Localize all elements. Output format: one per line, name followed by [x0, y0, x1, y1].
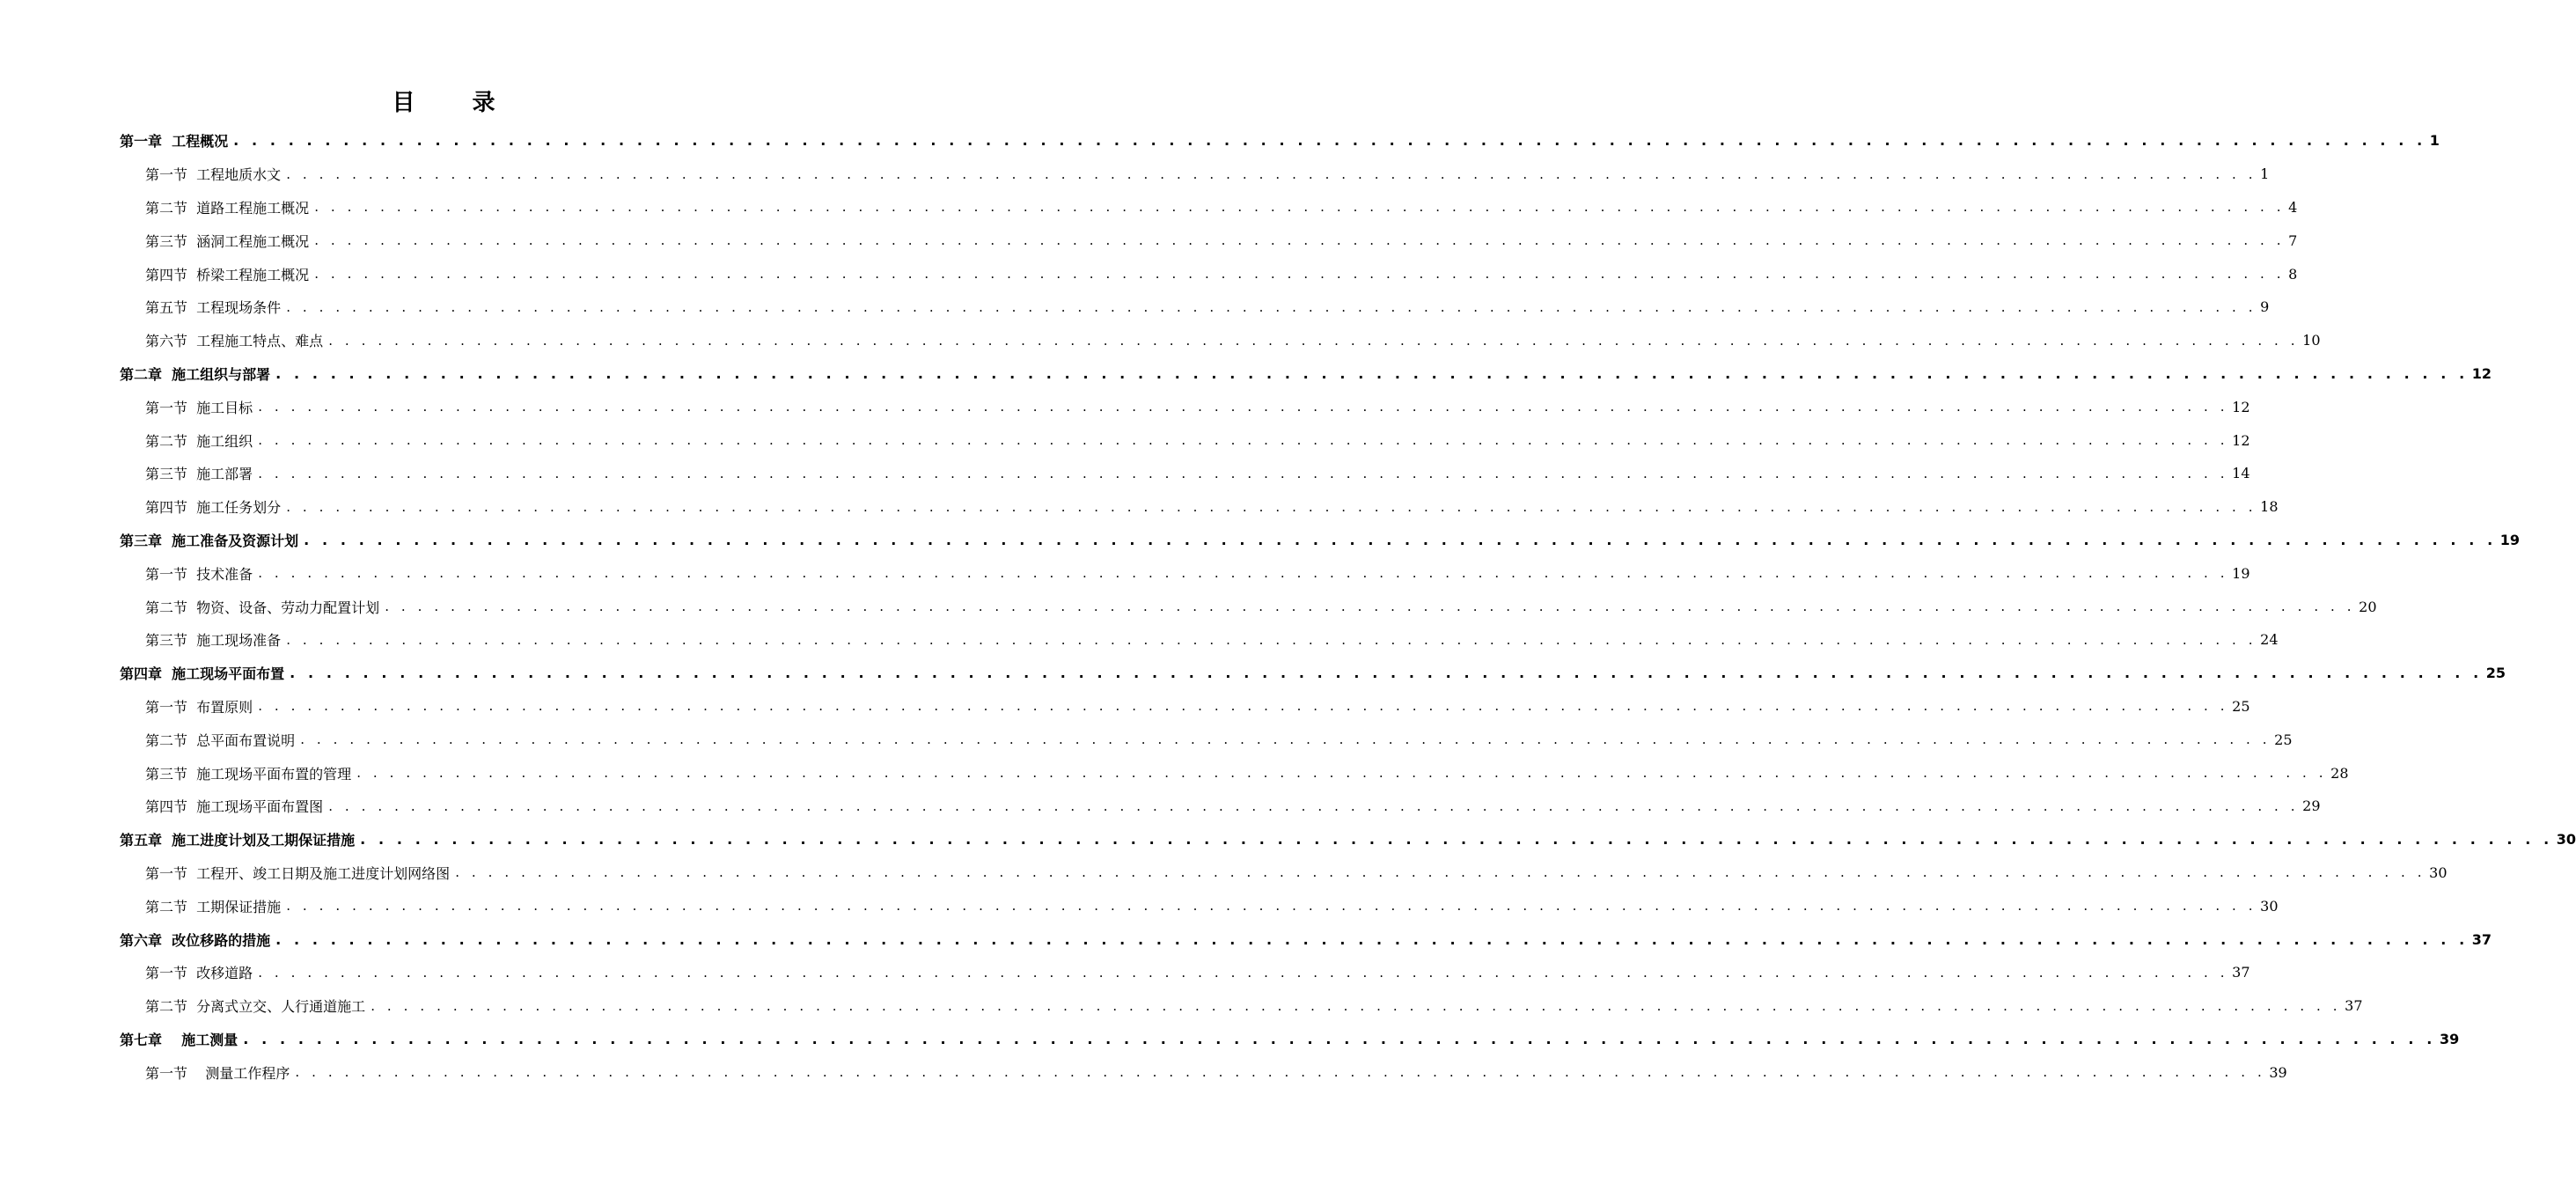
toc-leader-dots: . . . . . . . . . . . . . . . . . . . . . . . . . . . . . . . . . . . . . . . . . . . . . . . . . . . . . . . . . . . . . . . . . . . . . . . . . . . . . . . . . . . . . . . . . . . . . . . . . . . . . . . . . . . . . . . . . . . . . . . .: [455, 864, 2426, 881]
toc-leader-dots: . . . . . . . . . . . . . . . . . . . . . . . . . . . . . . . . . . . . . . . . . . . . . . . . . . . . . . . . . . . . . . . . . . . . . . . . . . . . . . . . . . . . . . . . . . . . . . . . . . . . . . . . . . . . . . . . . . . . . . . .: [314, 266, 2286, 283]
toc-list: [0, 124, 2576, 1089]
toc-leader-dots: . . . . . . . . . . . . . . . . . . . . . . . . . . . . . . . . . . . . . . . . . . . . . . . . . . . . . . . . . . . . . . . . . . . . . . . . . . . . . . . . . . . . . . . . . . . . . . . . . . . . . . . . . . . . . . . . . . . . . . . .: [356, 765, 2328, 782]
toc-chapter-entry[interactable]: [0, 524, 2521, 557]
toc-page-number: 39: [2269, 1063, 2287, 1081]
toc-section-entry[interactable]: [0, 889, 2279, 922]
toc-entry-label: 第六章 改位移路的措施: [120, 931, 271, 949]
toc-entry-label: 第五章 施工进度计划及工期保证措施: [120, 832, 356, 849]
toc-leader-dots: . . . . . . . . . . . . . . . . . . . . . . . . . . . . . . . . . . . . . . . . . . . . . . . . . . . . . . . . . . . . . . . . . . . . . . . . . . . . . . . . . . . . . . . . . . . . . . . . . . . . . . . . . . . . . . . . . . . . . . . .: [275, 930, 2469, 948]
toc-section-entry[interactable]: [0, 1055, 2287, 1089]
toc-leader-dots: . . . . . . . . . . . . . . . . . . . . . . . . . . . . . . . . . . . . . . . . . . . . . . . . . . . . . . . . . . . . . . . . . . . . . . . . . . . . . . . . . . . . . . . . . . . . . . . . . . . . . . . . . . . . . . . . . . . . . . . .: [258, 565, 2229, 582]
toc-leader-dots: . . . . . . . . . . . . . . . . . . . . . . . . . . . . . . . . . . . . . . . . . . . . . . . . . . . . . . . . . . . . . . . . . . . . . . . . . . . . . . . . . . . . . . . . . . . . . . . . . . . . . . . . . . . . . . . . . . . . . . . .: [371, 997, 2342, 1014]
toc-page-number: 28: [2330, 764, 2349, 782]
toc-page-number: 14: [2232, 465, 2250, 482]
toc-page-number: 37: [2232, 964, 2250, 981]
toc-entry-label: 第一节 工程地质水文: [145, 166, 282, 184]
toc-leader-dots: . . . . . . . . . . . . . . . . . . . . . . . . . . . . . . . . . . . . . . . . . . . . . . . . . . . . . . . . . . . . . . . . . . . . . . . . . . . . . . . . . . . . . . . . . . . . . . . . . . . . . . . . . . . . . . . . . . . . . . . .: [258, 432, 2229, 449]
toc-page-number: 39: [2439, 1030, 2460, 1047]
toc-leader-dots: . . . . . . . . . . . . . . . . . . . . . . . . . . . . . . . . . . . . . . . . . . . . . . . . . . . . . . . . . . . . . . . . . . . . . . . . . . . . . . . . . . . . . . . . . . . . . . . . . . . . . . . . . . . . . . . . . . . . . . . .: [314, 199, 2286, 216]
toc-entry-label: 第四节 施工现场平面布置图: [145, 798, 324, 816]
toc-section-entry[interactable]: [0, 590, 2377, 623]
toc-page-number: 20: [2359, 598, 2377, 615]
toc-page-number: 29: [2302, 797, 2321, 815]
toc-entry-label: 第二章 施工组织与部署: [120, 365, 271, 383]
toc-leader-dots: . . . . . . . . . . . . . . . . . . . . . . . . . . . . . . . . . . . . . . . . . . . . . . . . . . . . . . . . . . . . . . . . . . . . . . . . . . . . . . . . . . . . . . . . . . . . . . . . . . . . . . . . . . . . . . . . . . . . . . . .: [360, 831, 2553, 849]
toc-entry-label: 第三节 施工现场平面布置的管理: [145, 765, 352, 783]
toc-entry-label: 第四章 施工现场平面布置: [120, 665, 285, 683]
toc-chapter-entry[interactable]: [0, 823, 2576, 856]
toc-page-number: 1: [2260, 165, 2270, 183]
toc-page-number: 19: [2232, 564, 2250, 582]
toc-page-number: 8: [2288, 265, 2298, 283]
toc-page-number: 12: [2232, 431, 2250, 449]
toc-section-entry[interactable]: [0, 158, 2270, 191]
toc-section-entry[interactable]: [0, 756, 2349, 790]
toc-entry-label: 第一节 布置原则: [145, 698, 253, 716]
toc-section-entry[interactable]: [0, 856, 2448, 890]
toc-entry-label: 第三节 涵洞工程施工概况: [145, 232, 310, 250]
toc-leader-dots: . . . . . . . . . . . . . . . . . . . . . . . . . . . . . . . . . . . . . . . . . . . . . . . . . . . . . . . . . . . . . . . . . . . . . . . . . . . . . . . . . . . . . . . . . . . . . . . . . . . . . . . . . . . . . . . . . . . . . . . .: [286, 631, 2257, 648]
toc-section-entry[interactable]: [0, 490, 2279, 524]
toc-page-number: 7: [2288, 231, 2298, 249]
toc-page-number: 10: [2302, 332, 2321, 349]
toc-section-entry[interactable]: [0, 390, 2250, 423]
toc-chapter-entry[interactable]: [0, 657, 2506, 690]
toc-leader-dots: . . . . . . . . . . . . . . . . . . . . . . . . . . . . . . . . . . . . . . . . . . . . . . . . . . . . . . . . . . . . . . . . . . . . . . . . . . . . . . . . . . . . . . . . . . . . . . . . . . . . . . . . . . . . . . . . . . . . . . . .: [385, 599, 2356, 615]
toc-chapter-entry[interactable]: [0, 922, 2492, 956]
toc-section-entry[interactable]: [0, 989, 2363, 1023]
toc-title: 目 录: [392, 90, 520, 116]
toc-section-entry[interactable]: [0, 290, 2270, 324]
toc-page-number: 25: [2485, 665, 2506, 682]
toc-page-number: 19: [2499, 531, 2521, 548]
toc-entry-label: 第二节 工期保证措施: [145, 898, 282, 915]
toc-entry-label: 第三节 施工部署: [145, 466, 253, 483]
toc-section-entry[interactable]: [0, 790, 2321, 823]
toc-leader-dots: . . . . . . . . . . . . . . . . . . . . . . . . . . . . . . . . . . . . . . . . . . . . . . . . . . . . . . . . . . . . . . . . . . . . . . . . . . . . . . . . . . . . . . . . . . . . . . . . . . . . . . . . . . . . . . . . . . . . . . . .: [286, 298, 2257, 315]
toc-leader-dots: . . . . . . . . . . . . . . . . . . . . . . . . . . . . . . . . . . . . . . . . . . . . . . . . . . . . . . . . . . . . . . . . . . . . . . . . . . . . . . . . . . . . . . . . . . . . . . . . . . . . . . . . . . . . . . . . . . . . . . . .: [258, 399, 2229, 415]
toc-page-number: 12: [2232, 398, 2250, 415]
toc-section-entry[interactable]: [0, 723, 2293, 756]
toc-leader-dots: . . . . . . . . . . . . . . . . . . . . . . . . . . . . . . . . . . . . . . . . . . . . . . . . . . . . . . . . . . . . . . . . . . . . . . . . . . . . . . . . . . . . . . . . . . . . . . . . . . . . . . . . . . . . . . . . . . . . . . . .: [286, 498, 2257, 515]
toc-section-entry[interactable]: [0, 623, 2279, 657]
toc-page-number: 4: [2288, 198, 2298, 216]
toc-entry-label: 第二节 总平面布置说明: [145, 731, 296, 749]
toc-leader-dots: . . . . . . . . . . . . . . . . . . . . . . . . . . . . . . . . . . . . . . . . . . . . . . . . . . . . . . . . . . . . . . . . . . . . . . . . . . . . . . . . . . . . . . . . . . . . . . . . . . . . . . . . . . . . . . . . . . . . . . . .: [290, 665, 2483, 682]
toc-section-entry[interactable]: [0, 556, 2250, 590]
toc-entry-label: 第五节 工程现场条件: [145, 299, 282, 317]
toc-entry-label: 第一节 工程开、竣工日期及施工进度计划网络图: [145, 864, 451, 882]
toc-leader-dots: . . . . . . . . . . . . . . . . . . . . . . . . . . . . . . . . . . . . . . . . . . . . . . . . . . . . . . . . . . . . . . . . . . . . . . . . . . . . . . . . . . . . . . . . . . . . . . . . . . . . . . . . . . . . . . . . . . . . . . . .: [233, 132, 2426, 150]
toc-entry-label: 第二节 道路工程施工概况: [145, 199, 310, 217]
toc-entry-label: 第一节 技术准备: [145, 565, 253, 583]
toc-entry-label: 第四节 施工任务划分: [145, 499, 282, 517]
toc-leader-dots: . . . . . . . . . . . . . . . . . . . . . . . . . . . . . . . . . . . . . . . . . . . . . . . . . . . . . . . . . . . . . . . . . . . . . . . . . . . . . . . . . . . . . . . . . . . . . . . . . . . . . . . . . . . . . . . . . . . . . . . .: [300, 731, 2271, 748]
toc-entry-label: 第二节 分离式立交、人行通道施工: [145, 998, 366, 1016]
toc-leader-dots: . . . . . . . . . . . . . . . . . . . . . . . . . . . . . . . . . . . . . . . . . . . . . . . . . . . . . . . . . . . . . . . . . . . . . . . . . . . . . . . . . . . . . . . . . . . . . . . . . . . . . . . . . . . . . . . . . . . . . . . .: [275, 364, 2469, 382]
toc-page-number: 18: [2260, 498, 2279, 516]
toc-page-number: 37: [2471, 930, 2492, 948]
toc-section-entry[interactable]: [0, 224, 2298, 257]
toc-entry-label: 第二节 物资、设备、劳动力配置计划: [145, 599, 380, 616]
toc-leader-dots: . . . . . . . . . . . . . . . . . . . . . . . . . . . . . . . . . . . . . . . . . . . . . . . . . . . . . . . . . . . . . . . . . . . . . . . . . . . . . . . . . . . . . . . . . . . . . . . . . . . . . . . . . . . . . . . . . . . . . . . .: [328, 332, 2300, 349]
toc-leader-dots: . . . . . . . . . . . . . . . . . . . . . . . . . . . . . . . . . . . . . . . . . . . . . . . . . . . . . . . . . . . . . . . . . . . . . . . . . . . . . . . . . . . . . . . . . . . . . . . . . . . . . . . . . . . . . . . . . . . . . . . .: [328, 797, 2300, 814]
toc-section-entry[interactable]: [0, 423, 2250, 457]
toc-entry-label: 第一节 测量工作程序: [145, 1064, 290, 1082]
toc-leader-dots: . . . . . . . . . . . . . . . . . . . . . . . . . . . . . . . . . . . . . . . . . . . . . . . . . . . . . . . . . . . . . . . . . . . . . . . . . . . . . . . . . . . . . . . . . . . . . . . . . . . . . . . . . . . . . . . . . . . . . . . .: [258, 698, 2229, 715]
toc-leader-dots: . . . . . . . . . . . . . . . . . . . . . . . . . . . . . . . . . . . . . . . . . . . . . . . . . . . . . . . . . . . . . . . . . . . . . . . . . . . . . . . . . . . . . . . . . . . . . . . . . . . . . . . . . . . . . . . . . . . . . . . .: [243, 1030, 2436, 1047]
toc-entry-label: 第二节 施工组织: [145, 432, 253, 450]
toc-entry-label: 第一节 改移道路: [145, 965, 253, 982]
toc-section-entry[interactable]: [0, 457, 2250, 490]
toc-page-number: 30: [2429, 863, 2448, 881]
toc-chapter-entry[interactable]: [0, 1023, 2460, 1056]
toc-leader-dots: . . . . . . . . . . . . . . . . . . . . . . . . . . . . . . . . . . . . . . . . . . . . . . . . . . . . . . . . . . . . . . . . . . . . . . . . . . . . . . . . . . . . . . . . . . . . . . . . . . . . . . . . . . . . . . . . . . . . . . . .: [314, 232, 2286, 249]
toc-section-entry[interactable]: [0, 257, 2298, 290]
toc-page-number: 25: [2232, 697, 2250, 715]
toc-page-number: 37: [2345, 997, 2363, 1015]
toc-page-number: 1: [2429, 132, 2440, 150]
toc-entry-label: 第一章 工程概况: [120, 133, 229, 151]
toc-chapter-entry[interactable]: [0, 124, 2440, 158]
toc-entry-label: 第七章 施工测量: [120, 1031, 239, 1048]
toc-leader-dots: . . . . . . . . . . . . . . . . . . . . . . . . . . . . . . . . . . . . . . . . . . . . . . . . . . . . . . . . . . . . . . . . . . . . . . . . . . . . . . . . . . . . . . . . . . . . . . . . . . . . . . . . . . . . . . . . . . . . . . . .: [258, 964, 2229, 981]
toc-entry-label: 第四节 桥梁工程施工概况: [145, 266, 310, 283]
toc-leader-dots: . . . . . . . . . . . . . . . . . . . . . . . . . . . . . . . . . . . . . . . . . . . . . . . . . . . . . . . . . . . . . . . . . . . . . . . . . . . . . . . . . . . . . . . . . . . . . . . . . . . . . . . . . . . . . . . . . . . . . . . .: [258, 465, 2229, 481]
toc-page-number: 12: [2471, 364, 2492, 382]
toc-entry-label: 第三章 施工准备及资源计划: [120, 532, 299, 549]
toc-page-number: 25: [2274, 731, 2293, 748]
toc-leader-dots: . . . . . . . . . . . . . . . . . . . . . . . . . . . . . . . . . . . . . . . . . . . . . . . . . . . . . . . . . . . . . . . . . . . . . . . . . . . . . . . . . . . . . . . . . . . . . . . . . . . . . . . . . . . . . . . . . . . . . . . .: [286, 898, 2257, 915]
toc-entry-label: 第六节 工程施工特点、难点: [145, 333, 324, 350]
toc-entry-label: 第三节 施工现场准备: [145, 632, 282, 650]
toc-leader-dots: . . . . . . . . . . . . . . . . . . . . . . . . . . . . . . . . . . . . . . . . . . . . . . . . . . . . . . . . . . . . . . . . . . . . . . . . . . . . . . . . . . . . . . . . . . . . . . . . . . . . . . . . . . . . . . . . . . . . . . . .: [286, 165, 2257, 182]
toc-page-number: 9: [2260, 298, 2270, 316]
toc-leader-dots: . . . . . . . . . . . . . . . . . . . . . . . . . . . . . . . . . . . . . . . . . . . . . . . . . . . . . . . . . . . . . . . . . . . . . . . . . . . . . . . . . . . . . . . . . . . . . . . . . . . . . . . . . . . . . . . . . . . . . . . .: [304, 531, 2497, 548]
toc-section-entry[interactable]: [0, 191, 2298, 224]
toc-section-entry[interactable]: [0, 956, 2250, 989]
toc-page-number: 30: [2556, 831, 2576, 849]
toc-page-number: 30: [2260, 897, 2279, 915]
toc-chapter-entry[interactable]: [0, 357, 2492, 391]
toc-page-number: 24: [2260, 631, 2279, 649]
toc-entry-label: 第一节 施工目标: [145, 399, 253, 416]
toc-section-entry[interactable]: [0, 690, 2250, 724]
toc-section-entry[interactable]: [0, 324, 2321, 357]
toc-leader-dots: . . . . . . . . . . . . . . . . . . . . . . . . . . . . . . . . . . . . . . . . . . . . . . . . . . . . . . . . . . . . . . . . . . . . . . . . . . . . . . . . . . . . . . . . . . . . . . . . . . . . . . . . . . . . . . . . . . . . . . . .: [295, 1064, 2266, 1081]
